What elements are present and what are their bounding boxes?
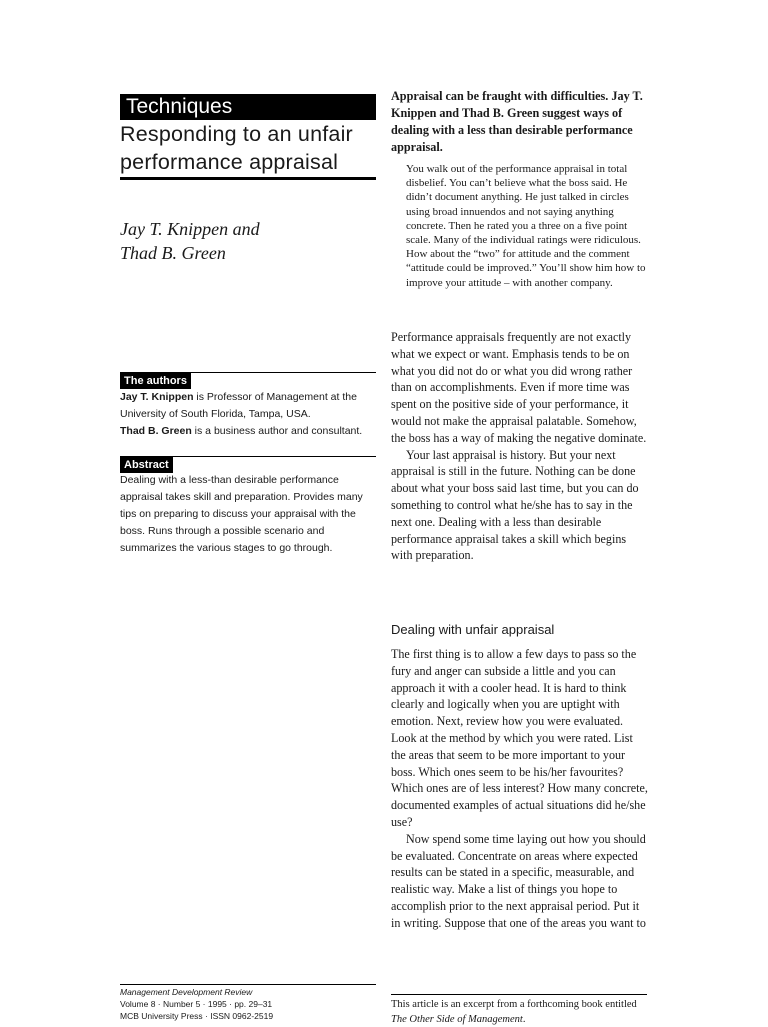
authors-box-label: The authors: [120, 373, 191, 389]
footnote-rule: [391, 994, 647, 995]
authors-box-text: [120, 389, 378, 440]
paragraph-4: Now spend some time laying out how you should be evaluated. Concentrate on areas where expected results can be stated in a specific, measurable, and realistic way. Make a list of things you hope to accomplish prior to the next appraisal period. Put it in writing. Suppose that one of the areas you want to: [391, 831, 646, 930]
paragraph-2: Your last appraisal is history. But your next appraisal is still in the future. Nothing can be done about what your boss said last time, but you can do something to control what he/she has to say in the next one. Dealing with a less than desirable performance appraisal takes a skill which begins with preparation.: [391, 447, 639, 563]
abstract-box-label: Abstract: [120, 457, 173, 473]
title-line-2: performance appraisal: [120, 150, 339, 174]
article-authors: [120, 217, 376, 265]
body-section-dealing: [391, 646, 649, 932]
author-line-2: Thad B. Green: [120, 243, 226, 263]
footnote-suffix: .: [522, 1014, 526, 1025]
author2-bio: is a business author and consultant.: [191, 425, 363, 437]
body-section-intro: [391, 329, 649, 564]
journal-name: Management Development Review: [120, 987, 253, 997]
article-lead: Appraisal can be fraught with difficulties. Jay T. Knippen and Thad B. Green suggest ways of dealing with a less than desirable performance appraisal.: [391, 89, 643, 154]
footnote: [391, 997, 649, 1027]
title-rule: [120, 177, 376, 180]
footer-rule: [120, 984, 376, 985]
author1-name: Jay T. Knippen: [120, 391, 194, 403]
footnote-book-title: The Other Side of Management: [391, 1014, 523, 1025]
paragraph-1: Performance appraisals frequently are not exactly what we expect or want. Emphasis tends to be on what you did not do or what you did wrong rather than on accomplishments. Even if more time was spent on the positive side of your performance, it would not make the appraisal palatable. Somehow, the boss has a way of making the negative dominate.: [391, 330, 647, 445]
section-label: Techniques: [120, 94, 376, 120]
article-title: [120, 120, 380, 176]
author2-name: Thad B. Green: [120, 425, 192, 437]
abstract-text: Dealing with a less-than desirable performance appraisal takes skill and preparation. Provides many tips on preparing to discuss your appraisal with the boss. Runs through a possible scenario and summarizes the various stages to go through.: [120, 474, 363, 554]
author1-bio: is Professor of Management at the University of South Florida, Tampa, USA.: [120, 391, 357, 420]
paragraph-3: The first thing is to allow a few days to pass so the fury and anger can subside a little and you can approach it with a cooler head. It is hard to think clearly and logically when you are uptight with emotion. Next, review how you were evaluated. Look at the method by which you were rated. List the areas that seem to be more important to your boss. Which ones seem to be his/her favourites? Which ones are of less interest? How many concrete, documented examples of actual situations did he/she use?: [391, 647, 648, 829]
section-heading: Dealing with unfair appraisal: [391, 622, 555, 637]
scenario-quote: You walk out of the performance appraisal in total disbelief. You can’t believe what the boss said. He didn’t document anything. He just talked in circles using broad innuendos and not saying anything concrete. Then he rated you a three on a five point scale. Many of the individual ratings were ridiculous. How about the “two” for attitude and the comment “attitude could be improved.” You’ll show him how to improve your attitude – with another company.: [406, 163, 646, 289]
journal-publisher: MCB University Press · ISSN 0962-2519: [120, 1011, 274, 1021]
title-line-1: Responding to an unfair: [120, 122, 353, 146]
journal-footer: [120, 986, 376, 1022]
journal-volume: Volume 8 · Number 5 · 1995 · pp. 29–31: [120, 999, 273, 1009]
author-line-1: Jay T. Knippen and: [120, 219, 260, 239]
footnote-prefix: This article is an excerpt from a forthcoming book entitled: [391, 999, 637, 1010]
